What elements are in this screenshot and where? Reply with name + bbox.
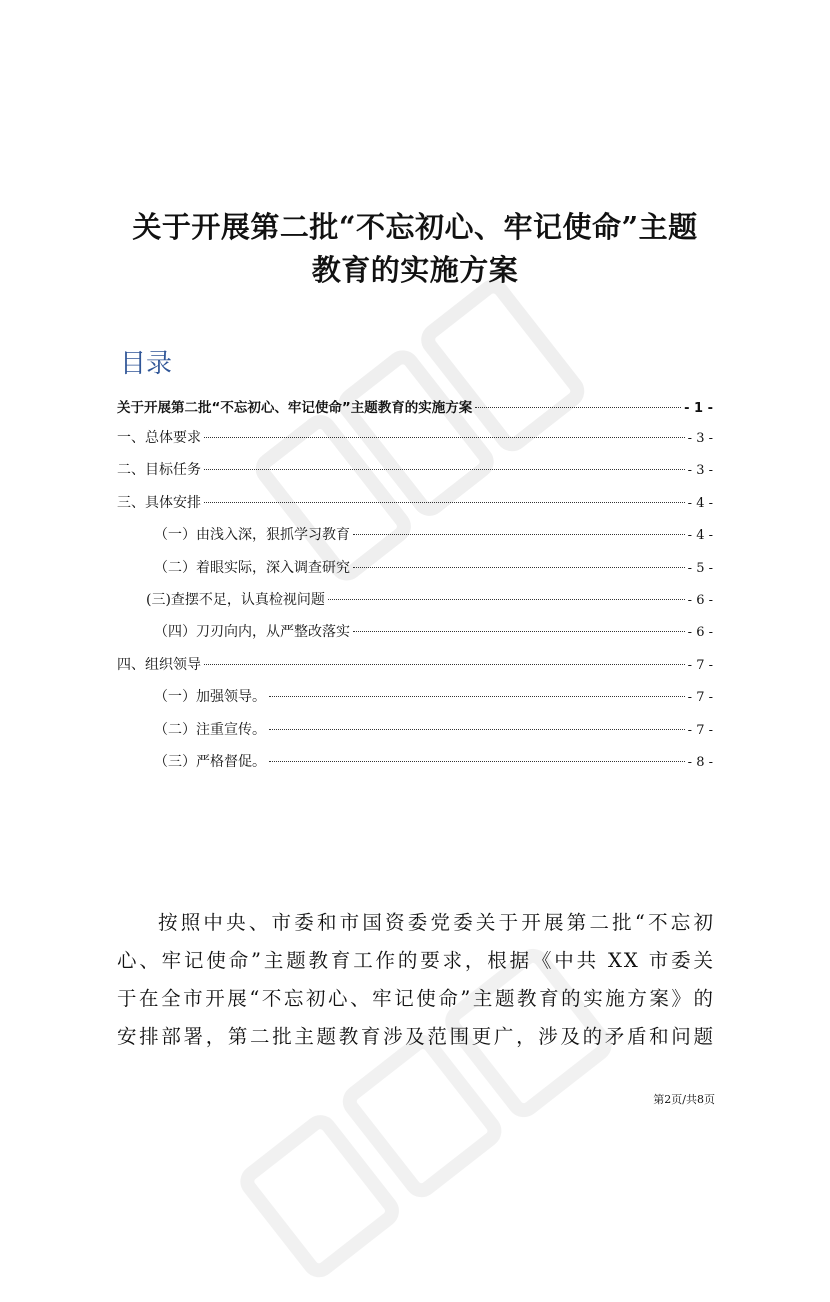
body-line: 安排部署，第二批主题教育涉及范围更广，涉及的矛盾和问题 (117, 1025, 715, 1048)
toc-entry-page: - 8 - (687, 754, 713, 770)
toc-entry-page: - 5 - (687, 560, 713, 576)
toc-entry[interactable] (117, 427, 713, 459)
toc-entry-text: (三)查摆不足，认真检视问题 (146, 591, 325, 608)
body-paragraph (117, 904, 715, 1056)
document-title (0, 206, 830, 292)
toc-entry-text: （二）注重宣传。 (154, 721, 266, 738)
toc-entry-text: （一）加强领导。 (154, 689, 266, 706)
table-of-contents (117, 396, 713, 783)
toc-entry-page: - 4 - (687, 528, 713, 544)
toc-heading: 目录 (120, 349, 173, 379)
body-line: 按照中央、市委和市国资委党委关于开展第二批“不忘初 (158, 911, 715, 934)
body-line: 于在全市开展“不忘初心、牢记使命”主题教育的实施方案》的 (117, 987, 715, 1010)
toc-entry-text: （二）着眼实际，深入调查研究 (154, 559, 350, 576)
toc-leader (328, 599, 685, 600)
toc-entry-text: （三）严格督促。 (154, 753, 266, 770)
toc-entry-page: - 6 - (687, 592, 713, 608)
toc-leader (353, 631, 685, 632)
page-indicator: 第2页/共8页 (653, 1093, 715, 1106)
body-line: 心、牢记使命”主题教育工作的要求，根据《中共 XX 市委关 (117, 949, 715, 972)
toc-entry-page: - 7 - (687, 722, 713, 738)
toc-leader (353, 567, 685, 568)
title-line-2: 教育的实施方案 (311, 253, 519, 287)
toc-entry[interactable] (117, 654, 713, 686)
toc-entry-text: 二、目标任务 (117, 462, 201, 479)
toc-leader (204, 437, 685, 438)
toc-entry-text: 关于开展第二批“不忘初心、牢记使命”主题教育的实施方案 (117, 400, 473, 416)
toc-entry-page: - 3 - (687, 463, 713, 479)
toc-entry[interactable] (117, 589, 713, 621)
toc-entry[interactable] (117, 751, 713, 783)
toc-entry[interactable] (117, 686, 713, 718)
toc-entry[interactable] (117, 459, 713, 491)
toc-entry[interactable] (117, 524, 713, 556)
toc-entry[interactable] (117, 396, 713, 427)
toc-entry-text: （四）刀刃向内，从严整改落实 (154, 624, 350, 641)
toc-leader (269, 761, 685, 762)
toc-entry-text: 一、总体要求 (117, 430, 201, 446)
toc-entry[interactable] (117, 492, 713, 524)
toc-leader (269, 696, 685, 697)
toc-entry[interactable] (117, 621, 713, 653)
toc-entry-page: - 3 - (687, 431, 713, 446)
toc-entry-text: 四、组织领导 (117, 656, 201, 673)
toc-entry[interactable] (117, 719, 713, 751)
toc-entry-text: （一）由浅入深，狠抓学习教育 (154, 527, 350, 544)
toc-leader (475, 407, 681, 408)
title-line-1: 关于开展第二批“不忘初心、牢记使命”主题 (132, 210, 698, 244)
toc-entry-text: 三、具体安排 (117, 494, 201, 511)
toc-leader (204, 502, 685, 503)
toc-leader (269, 729, 685, 730)
toc-leader (204, 469, 685, 470)
toc-leader (353, 534, 685, 535)
toc-entry-page: - 7 - (687, 657, 713, 673)
toc-entry-page: - 7 - (687, 690, 713, 706)
toc-entry[interactable] (117, 557, 713, 589)
toc-entry-page: - 1 - (684, 401, 713, 416)
toc-leader (204, 664, 685, 665)
toc-entry-page: - 4 - (687, 495, 713, 511)
toc-entry-page: - 6 - (687, 625, 713, 641)
